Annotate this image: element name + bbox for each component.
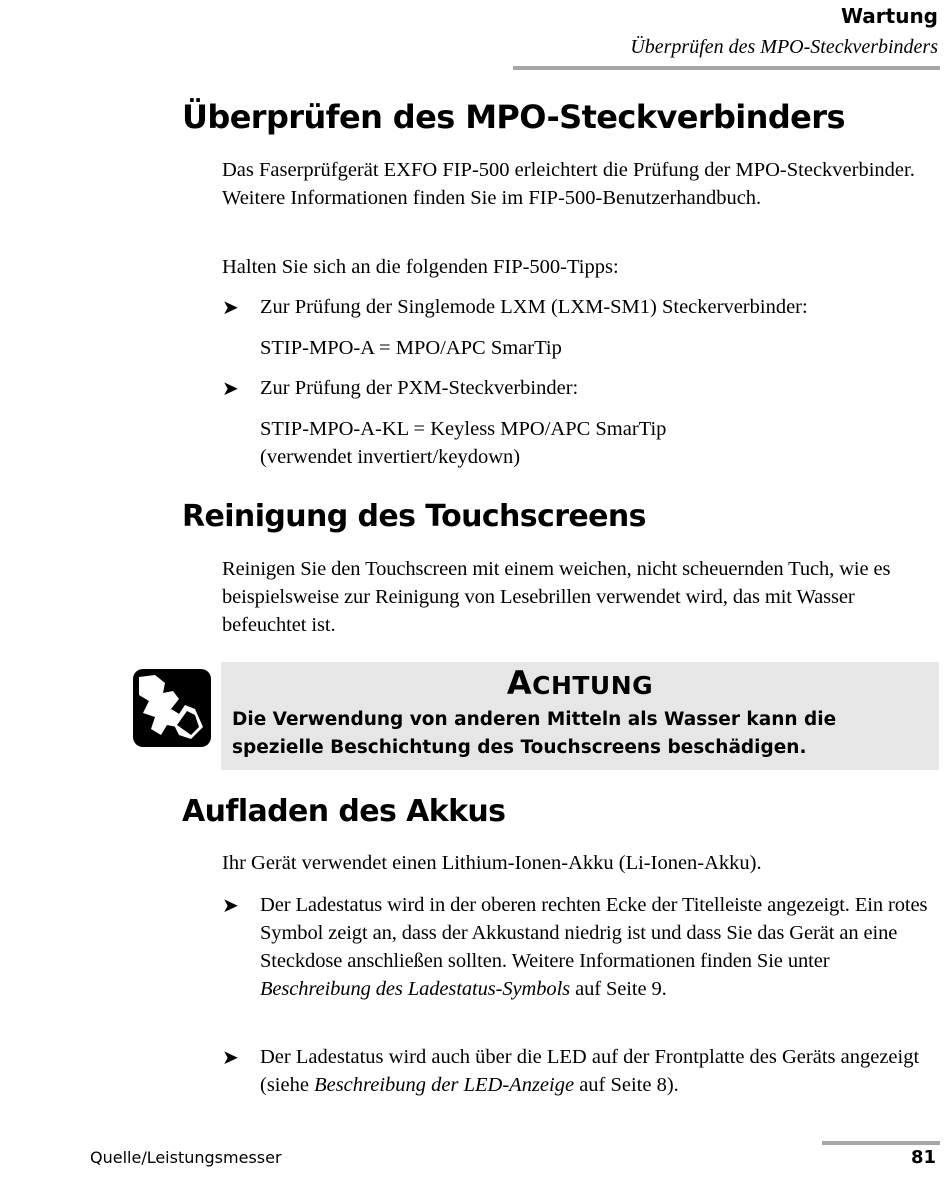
caution-text: Die Verwendung von anderen Mitteln als Wasser kann die spezielle Beschichtung des Touchscreens beschädigen. xyxy=(232,709,837,758)
mpo-bullet-2-detail: STIP-MPO-A-KL = Keyless MPO/APC SmarTip (verwendet invertiert/keydown) xyxy=(260,418,667,468)
caution-title-rest: CHTUNG xyxy=(532,671,654,700)
section-title-mpo: Überprüfen des MPO-Steckverbinders xyxy=(182,98,845,136)
page-number: 81 xyxy=(910,1147,936,1168)
battery-bullet-2 xyxy=(222,1043,940,1099)
mpo-bullet-1-detail: STIP-MPO-A = MPO/APC SmarTip xyxy=(260,337,562,359)
running-header-section: Überprüfen des MPO-Steckverbinders xyxy=(630,36,938,58)
section-title-touchscreen: Reinigung des Touchscreens xyxy=(182,499,646,534)
bullet-arrow-icon: ➤ xyxy=(222,1047,239,1069)
battery-bullet-2-page: auf Seite 8). xyxy=(574,1074,679,1096)
mpo-intro-paragraph: Das Faserprüfgerät EXFO FIP-500 erleichtert die Prüfung der MPO-Steckverbinder. Weitere Informationen finden Sie im FIP-500-Benutzerhandbuch. xyxy=(222,159,915,209)
mpo-bullet-1-text: Zur Prüfung der Singlemode LXM (LXM-SM1) Steckerverbinder: xyxy=(260,296,808,318)
battery-bullet-2-text: Der Ladestatus wird auch über die LED auf der Frontplatte des Geräts angezeigt (siehe xyxy=(260,1046,920,1096)
caution-box xyxy=(221,662,939,770)
footer-rule xyxy=(822,1141,940,1145)
header-rule xyxy=(513,66,940,70)
mpo-tips-intro: Halten Sie sich an die folgenden FIP-500-Tipps: xyxy=(222,256,619,278)
bullet-arrow-icon: ➤ xyxy=(222,297,239,319)
caution-hand-icon xyxy=(133,669,211,747)
battery-bullet-1-reference: Beschreibung des Ladestatus-Symbols xyxy=(260,978,571,1000)
battery-intro: Ihr Gerät verwendet einen Lithium-Ionen-Akku (Li-Ionen-Akku). xyxy=(222,852,762,874)
mpo-bullet-2-text: Zur Prüfung der PXM-Steckverbinder: xyxy=(260,377,579,399)
running-header-chapter: Wartung xyxy=(840,4,938,28)
battery-bullet-2-reference: Beschreibung der LED-Anzeige xyxy=(314,1074,575,1096)
touchscreen-paragraph: Reinigen Sie den Touchscreen mit einem weichen, nicht scheuernden Tuch, wie es beispielsweise zur Reinigung von Lesebrillen verwendet wird, das mit Wasser befeuchtet ist. xyxy=(222,558,891,636)
mpo-bullet-2 xyxy=(222,374,937,402)
bullet-arrow-icon: ➤ xyxy=(222,895,239,917)
battery-bullet-1-page: auf Seite 9. xyxy=(570,978,667,1000)
section-title-battery: Aufladen des Akkus xyxy=(182,794,506,829)
battery-bullet-1 xyxy=(222,891,940,1003)
battery-bullet-1-text: Der Ladestatus wird in der oberen rechten Ecke der Titelleiste angezeigt. Ein rotes Symbol zeigt an, dass der Akkustand niedrig ist und dass Sie das Gerät an eine Steckdose anschließen sollten. Weitere Informationen finden Sie unter xyxy=(260,894,928,972)
bullet-arrow-icon: ➤ xyxy=(222,378,239,400)
footer-product-name: Quelle/Leistungsmesser xyxy=(90,1148,282,1167)
caution-title xyxy=(221,664,939,702)
mpo-bullet-1 xyxy=(222,293,937,321)
caution-title-initial: A xyxy=(506,664,533,702)
